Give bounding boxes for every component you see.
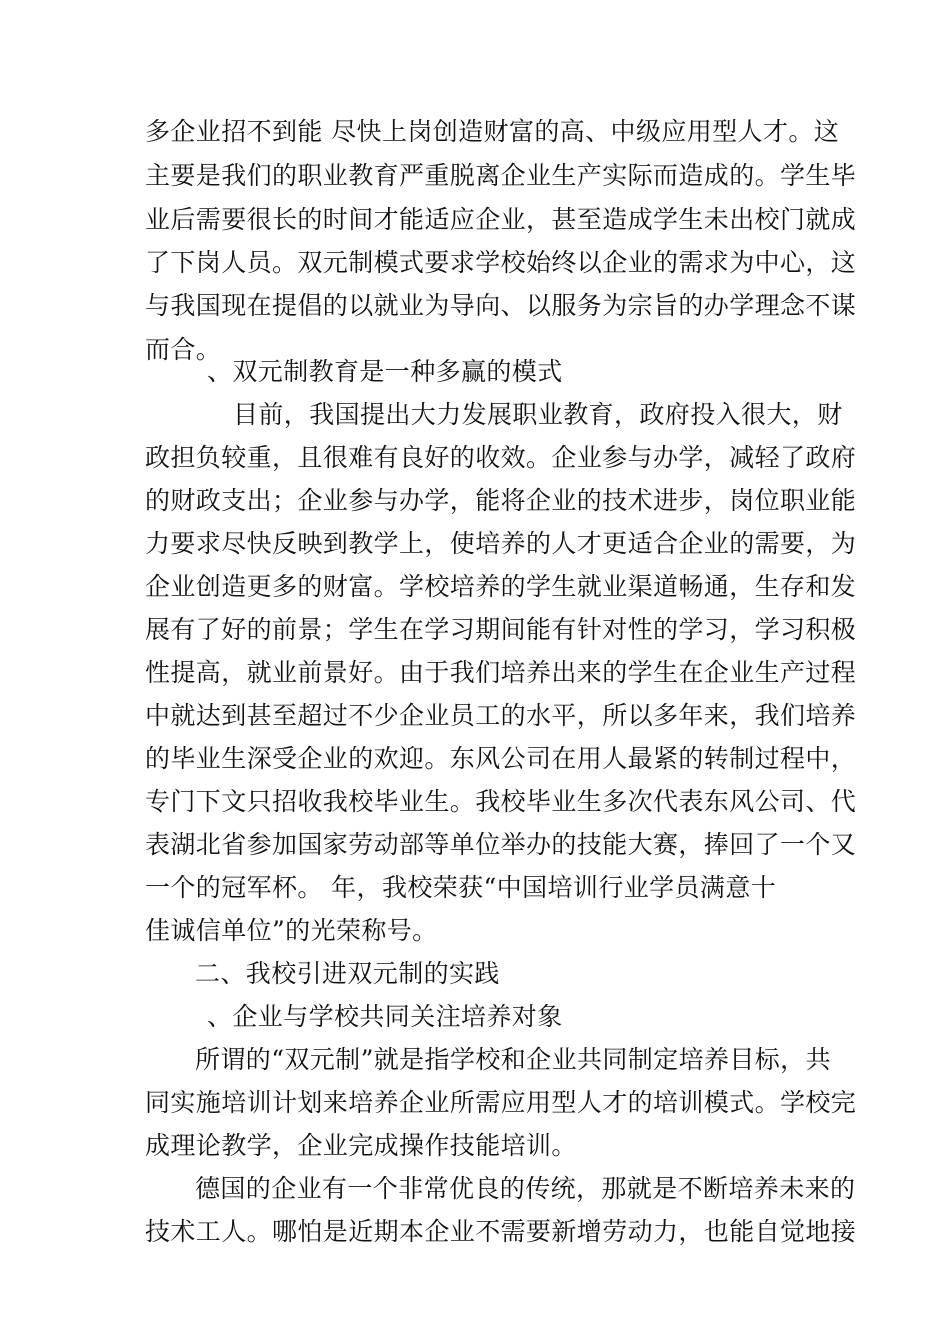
text-line: 的财政支出；企业参与办学，能将企业的技术进步，岗位职业能 [145,486,857,515]
text-line: 中就达到甚至超过不少企业员工的水平，所以多年来，我们培养 [145,701,857,730]
text-line: 一个的冠军杯。 年，我校荣获“中国培训行业学员满意十 [145,873,777,902]
text-line: 业后需要很长的时间才能适应企业，甚至造成学生未出校门就成 [145,205,857,234]
text-line: 力要求尽快反映到教学上，使培养的人才更适合企业的需要，为 [145,529,857,558]
text-line: 目前，我国提出大力发展职业教育，政府投入很大，财 [233,400,843,429]
text-line: 展有了好的前景；学生在学习期间能有针对性的学习，学习积极 [145,615,857,644]
text-line: 同实施培训计划来培养企业所需应用型人才的培训模式。学校完 [145,1088,857,1117]
text-line: 成理论教学，企业完成操作技能培训。 [145,1131,577,1160]
text-line: 的毕业生深受企业的欢迎。东风公司在用人最紧的转制过程中， [145,744,857,773]
text-line: 专门下文只招收我校毕业生。我校毕业生多次代表东风公司、代 [145,787,857,816]
text-line: 企业创造更多的财富。学校培养的学生就业渠道畅通，生存和发 [145,572,857,601]
text-line: 政担负较重，且很难有良好的收效。企业参与办学，减轻了政府 [145,443,857,472]
text-line: 而合。 [145,335,222,364]
text-line: 技术工人。哪怕是近期本企业不需要新增劳动力，也能自觉地接 [145,1217,857,1246]
text-line: 与我国现在提倡的以就业为导向、以服务为宗旨的办学理念不谋 [145,291,857,320]
subsection-heading: 、企业与学校共同关注培养对象 [207,1002,563,1031]
text-line: 了下岗人员。双元制模式要求学校始终以企业的需求为中心，这 [145,248,857,277]
text-line: 性提高，就业前景好。由于我们培养出来的学生在企业生产过程 [145,658,857,687]
text-line: 佳诚信单位”的光荣称号。 [145,916,438,945]
text-line: 表湖北省参加国家劳动部等单位举办的技能大赛，捧回了一个又 [145,830,857,859]
text-line: 主要是我们的职业教育严重脱离企业生产实际而造成的。学生毕 [145,161,857,190]
text-line: 多企业招不到能 尽快上岗创造财富的高、中级应用型人才。这 [145,117,840,146]
section-heading: 二、我校引进双元制的实践 [195,959,500,988]
text-line: 所谓的“双元制”就是指学校和企业共同制定培养目标，共 [195,1045,831,1074]
section-heading: 、双元制教育是一种多赢的模式 [207,357,563,386]
text-line: 德国的企业有一个非常优良的传统，那就是不断培养未来的 [195,1174,856,1203]
